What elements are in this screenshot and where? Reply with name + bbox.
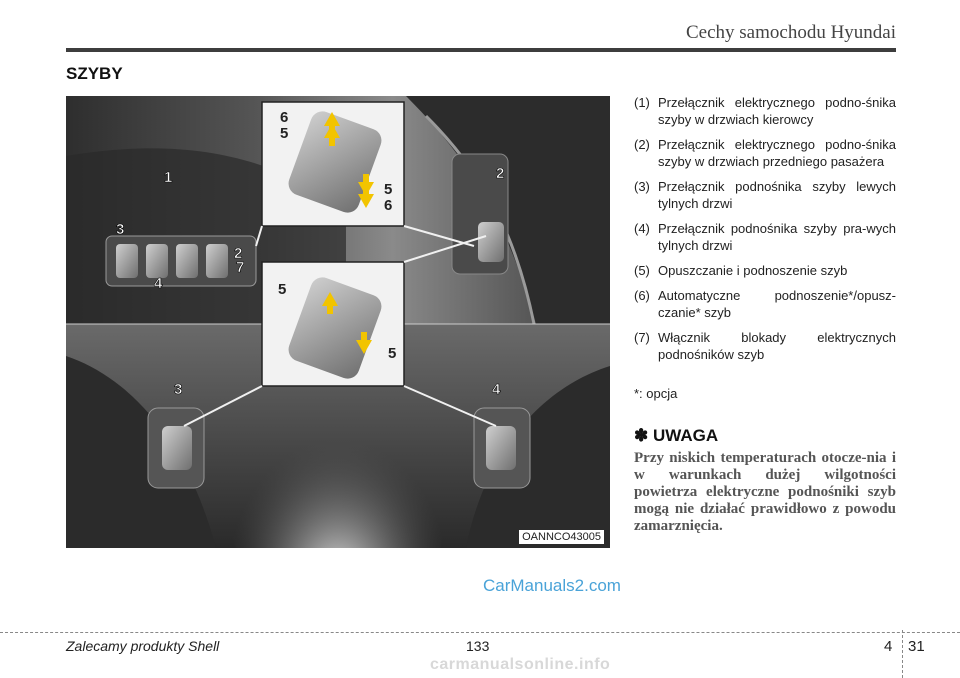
note-icon: ✽ (634, 426, 649, 445)
watermark-link[interactable]: CarManuals2.com (483, 576, 621, 595)
footer-rule (0, 632, 960, 633)
list-item (634, 136, 896, 170)
note-title: UWAGA (652, 426, 719, 445)
footer-page-number: 133 (466, 638, 490, 654)
callout-7: 7 (236, 259, 245, 276)
item-number: (1) (634, 95, 650, 110)
item-text: Przełącznik podnośnika szyby pra-wych tylnych drzwi (658, 221, 896, 253)
list-item (634, 220, 896, 254)
callout-5-top: 5 (280, 125, 289, 142)
list-item (634, 287, 896, 321)
callout-4-b: 4 (492, 381, 501, 398)
callout-4: 4 (154, 275, 163, 292)
section-title: SZYBY (66, 64, 123, 83)
item-number: (6) (634, 288, 650, 303)
list-item (634, 178, 896, 212)
item-text: Włącznik blokady elektrycznych podnośników szyb (658, 330, 896, 362)
callout-2-b: 2 (234, 245, 243, 262)
callout-2: 2 (496, 165, 505, 182)
list-item (634, 329, 896, 363)
callout-5-box2-top: 5 (278, 281, 287, 298)
callout-1: 1 (164, 169, 173, 186)
item-number: (5) (634, 263, 650, 278)
item-text: Automatyczne podnoszenie*/opusz-czanie* szyb (658, 288, 896, 320)
window-switch-figure (66, 96, 610, 548)
callout-3-b: 3 (174, 381, 183, 398)
list-item (634, 262, 896, 279)
list-item (634, 94, 896, 128)
callout-6-bottom: 6 (384, 197, 393, 214)
item-number: (2) (634, 137, 650, 152)
footer-divider (902, 630, 903, 678)
header-title: Cechy samochodu Hyundai (685, 22, 896, 43)
item-text: Przełącznik elektrycznego podno-śnika szyby w drzwiach przedniego pasażera (658, 137, 896, 169)
item-list (634, 94, 896, 371)
footer-section-page: 31 (908, 638, 925, 655)
callout-3: 3 (116, 221, 125, 238)
header-rule (66, 48, 896, 52)
item-text: Przełącznik podnośnika szyby lewych tylnych drzwi (658, 179, 896, 211)
item-number: (7) (634, 330, 650, 345)
footer-chapter: 4 (884, 638, 893, 655)
callout-5-bottom: 5 (384, 181, 393, 198)
note-heading (634, 426, 718, 446)
item-number: (3) (634, 179, 650, 194)
item-text: Opuszczanie i podnoszenie szyb (658, 263, 848, 278)
note-body: Przy niskich temperaturach otocze-nia i w warunkach dużej wilgotności powietrza elektryczne podnośniki szyb mogą nie działać prawidłowo z powodu zamarznięcia. (634, 450, 896, 534)
item-text: Przełącznik elektrycznego podno-śnika szyby w drzwiach kierowcy (658, 95, 896, 127)
footer-left-text: Zalecamy produkty Shell (66, 638, 220, 654)
item-number: (4) (634, 221, 650, 236)
footnote: *: opcja (634, 386, 678, 401)
footer-brand-watermark: carmanualsonline.info (430, 656, 611, 673)
figure-code: OANNCO43005 (519, 530, 604, 544)
callout-5-box2-bottom: 5 (388, 345, 397, 362)
figure-callouts (66, 96, 610, 548)
callout-6-top: 6 (280, 109, 289, 126)
